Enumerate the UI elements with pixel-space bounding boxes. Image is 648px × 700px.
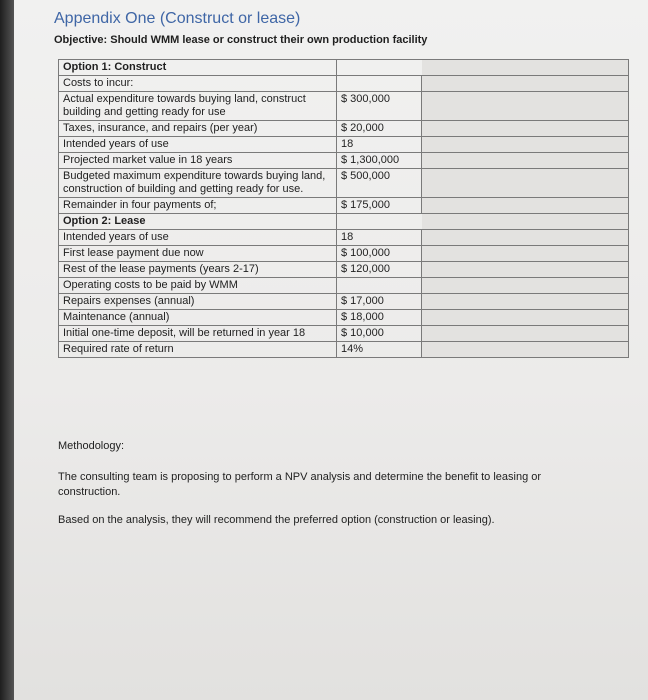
item-value-cell: 18 <box>337 230 422 246</box>
methodology-paragraph-2: Based on the analysis, they will recommend the preferred option (construction or leasing). <box>58 514 495 526</box>
table-row <box>59 262 629 278</box>
item-label-cell: Repairs expenses (annual) <box>59 294 337 310</box>
item-label-cell: Required rate of return <box>59 342 337 358</box>
cost-table-body <box>59 60 629 358</box>
methodology-paragraph-1: The consulting team is proposing to perform a NPV analysis and determine the benefit to leasing or construction. <box>58 471 542 498</box>
item-value-cell: $ 20,000 <box>337 121 422 137</box>
item-label-cell: Initial one-time deposit, will be returned in year 18 <box>59 326 337 342</box>
table-row <box>59 278 629 294</box>
empty-cell <box>422 294 629 310</box>
item-value-cell: $ 18,000 <box>337 310 422 326</box>
table-row <box>59 326 629 342</box>
item-label-cell: First lease payment due now <box>59 246 337 262</box>
section-heading-cell: Option 1: Construct <box>59 60 337 76</box>
empty-cell <box>422 246 629 262</box>
item-value-cell: $ 10,000 <box>337 326 422 342</box>
section-heading-cell: Option 2: Lease <box>59 214 337 230</box>
cost-table <box>58 59 629 358</box>
table-row <box>59 310 629 326</box>
item-value-cell: $ 120,000 <box>337 262 422 278</box>
item-label-cell: Actual expenditure towards buying land, construct building and getting ready for use <box>59 92 337 121</box>
item-label-cell: Costs to incur: <box>59 76 337 92</box>
empty-cell <box>422 326 629 342</box>
item-value-cell: $ 175,000 <box>337 198 422 214</box>
photo-edge <box>0 0 14 700</box>
item-value-cell: $ 300,000 <box>337 92 422 121</box>
table-row <box>59 198 629 214</box>
empty-cell <box>422 198 629 214</box>
table-row <box>59 246 629 262</box>
table-row <box>59 342 629 358</box>
page-title: Appendix One (Construct or lease) <box>54 10 301 27</box>
empty-cell <box>422 121 629 137</box>
table-row <box>59 169 629 198</box>
item-label-cell: Operating costs to be paid by WMM <box>59 278 337 294</box>
empty-cell <box>422 262 629 278</box>
item-label-cell: Intended years of use <box>59 230 337 246</box>
table-row <box>59 137 629 153</box>
item-value-cell: 14% <box>337 342 422 358</box>
empty-cell <box>422 92 629 121</box>
table-row <box>59 153 629 169</box>
objective-text: Objective: Should WMM lease or construct their own production facility <box>54 34 428 46</box>
table-row <box>59 294 629 310</box>
item-value-cell <box>337 214 422 230</box>
item-value-cell: $ 1,300,000 <box>337 153 422 169</box>
item-label-cell: Taxes, insurance, and repairs (per year) <box>59 121 337 137</box>
document-page <box>14 0 648 700</box>
item-label-cell: Intended years of use <box>59 137 337 153</box>
empty-cell <box>422 169 629 198</box>
empty-cell <box>422 342 629 358</box>
empty-cell <box>422 76 629 92</box>
item-value-cell: $ 500,000 <box>337 169 422 198</box>
table-section-row <box>59 214 629 230</box>
item-label-cell: Remainder in four payments of; <box>59 198 337 214</box>
item-label-cell: Rest of the lease payments (years 2-17) <box>59 262 337 278</box>
item-value-cell: $ 100,000 <box>337 246 422 262</box>
empty-cell <box>422 153 629 169</box>
item-label-cell: Budgeted maximum expenditure towards buying land, construction of building and getting ready for use. <box>59 169 337 198</box>
item-label-cell: Maintenance (annual) <box>59 310 337 326</box>
empty-cell <box>422 278 629 294</box>
item-label-cell: Projected market value in 18 years <box>59 153 337 169</box>
table-row <box>59 76 629 92</box>
table-row <box>59 121 629 137</box>
item-value-cell <box>337 278 422 294</box>
empty-cell <box>422 230 629 246</box>
empty-cell <box>422 137 629 153</box>
table-row <box>59 92 629 121</box>
table-row <box>59 230 629 246</box>
methodology-heading: Methodology: <box>58 440 125 452</box>
item-value-cell: 18 <box>337 137 422 153</box>
empty-cell <box>422 310 629 326</box>
empty-cell <box>422 60 629 76</box>
empty-cell <box>422 214 629 230</box>
item-value-cell: $ 17,000 <box>337 294 422 310</box>
item-value-cell <box>337 60 422 76</box>
item-value-cell <box>337 76 422 92</box>
table-section-row <box>59 60 629 76</box>
